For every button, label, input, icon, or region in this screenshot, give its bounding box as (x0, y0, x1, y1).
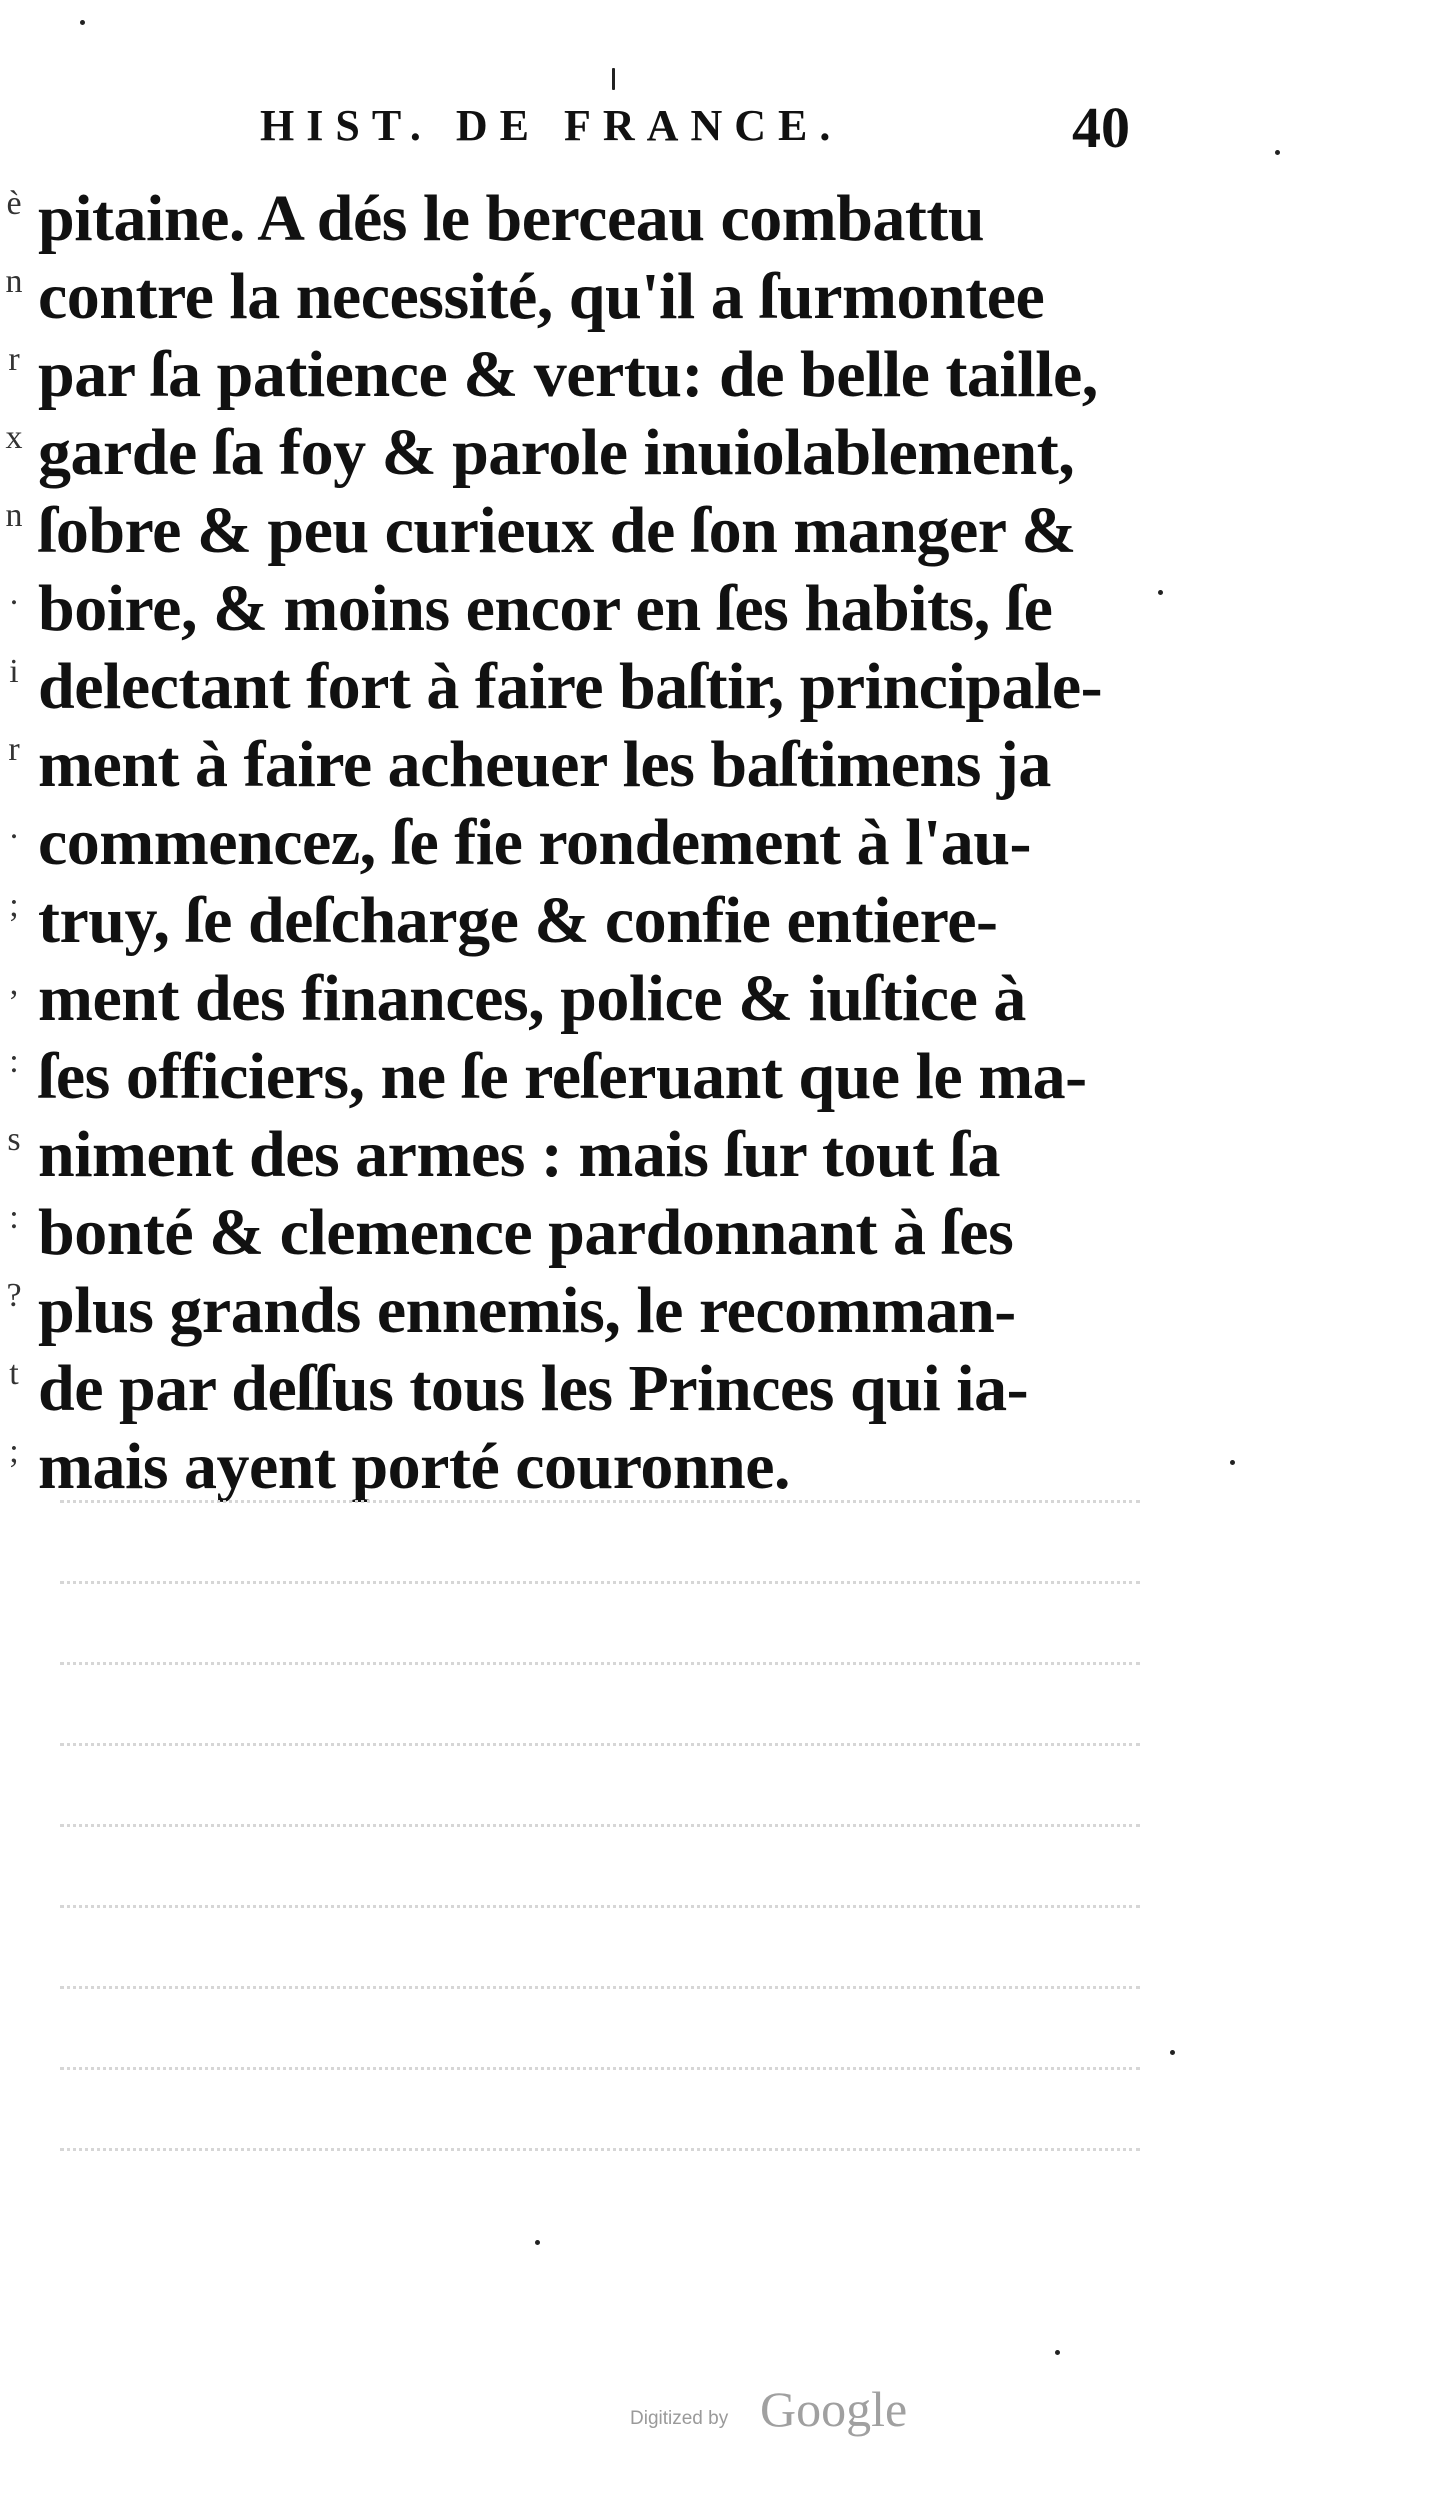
text-line: par ſa patience & vertu: de belle taille, (38, 338, 1098, 411)
ink-speck (535, 2240, 540, 2245)
ghost-line (60, 1581, 1140, 1646)
text-line: delectant fort à faire baſtir, principale- (38, 650, 1103, 723)
margin-bleed-char: ; (9, 1433, 19, 1470)
show-through-ghost-text (60, 1500, 1140, 2220)
ink-speck (1275, 150, 1280, 155)
text-line: ment à faire acheuer les baſtimens ja (38, 728, 1051, 801)
text-line: de par deſſus tous les Princes qui ia- (38, 1352, 1029, 1425)
text-line: ſobre & peu curieux de ſon manger & (38, 494, 1076, 567)
ink-speck (1158, 590, 1163, 595)
running-title: HIST. DE FRANCE. (260, 101, 843, 150)
text-line: ſes officiers, ne ſe reſeruant que le ma- (38, 1040, 1087, 1113)
margin-bleed-char: n (5, 263, 23, 300)
ink-speck (1055, 2350, 1060, 2355)
page-number: 40 (1072, 95, 1130, 160)
margin-bleed-char: : (9, 1199, 19, 1236)
margin-bleed-char: ; (9, 887, 19, 924)
text-line: commencez, ſe fie rondement à l'au- (38, 806, 1031, 879)
margin-bleed-char: , (9, 965, 19, 1002)
google-logo: Google (760, 2381, 908, 2437)
text-line: contre la necessité, qu'il a ſurmontee (38, 260, 1045, 333)
ink-speck (612, 68, 615, 90)
margin-bleed-char: r (8, 731, 20, 768)
text-line: pitaine. A dés le berceau combattu (38, 182, 985, 255)
running-head (240, 95, 1130, 170)
margin-bleed-column (4, 165, 24, 1491)
margin-bleed-char: : (9, 1043, 19, 1080)
ink-speck (1170, 2050, 1175, 2055)
text-line: ment des finances, police & iuſtice à (38, 962, 1026, 1035)
margin-bleed-char: i (9, 653, 19, 690)
margin-bleed-char: è (6, 185, 22, 222)
ghost-line (60, 1905, 1140, 1970)
text-line: niment des armes : mais ſur tout ſa (38, 1118, 1001, 1191)
digitized-by-label: Digitized by (630, 2408, 729, 2429)
margin-bleed-char: . (9, 575, 19, 612)
ink-speck (80, 20, 85, 25)
ghost-line (60, 2148, 1140, 2213)
text-line: mais ayent porté couronne. (38, 1430, 791, 1503)
margin-bleed-char: . (9, 809, 19, 846)
ink-speck (1230, 1460, 1235, 1465)
digitized-by-google-watermark (630, 2380, 950, 2440)
margin-bleed-char: r (8, 341, 20, 378)
ghost-line (60, 1743, 1140, 1808)
ghost-line (60, 1986, 1140, 2051)
ghost-line (60, 2067, 1140, 2132)
ghost-line (60, 1824, 1140, 1889)
margin-bleed-char: n (5, 497, 23, 534)
ghost-line (60, 1500, 1140, 1565)
margin-bleed-char: x (5, 419, 23, 456)
ghost-line (60, 1662, 1140, 1727)
body-text (38, 180, 1138, 1506)
text-line: plus grands ennemis, le recomman- (38, 1274, 1016, 1347)
text-line: boire, & moins encor en ſes habits, ſe (38, 572, 1053, 645)
margin-bleed-char: t (9, 1355, 19, 1392)
margin-bleed-char: ? (6, 1277, 22, 1314)
text-line: truy, ſe deſcharge & confie entiere- (38, 884, 998, 957)
margin-bleed-char: s (7, 1121, 21, 1158)
text-line: garde ſa foy & parole inuiolablement, (38, 416, 1075, 489)
text-line: bonté & clemence pardonnant à ſes (38, 1196, 1014, 1269)
